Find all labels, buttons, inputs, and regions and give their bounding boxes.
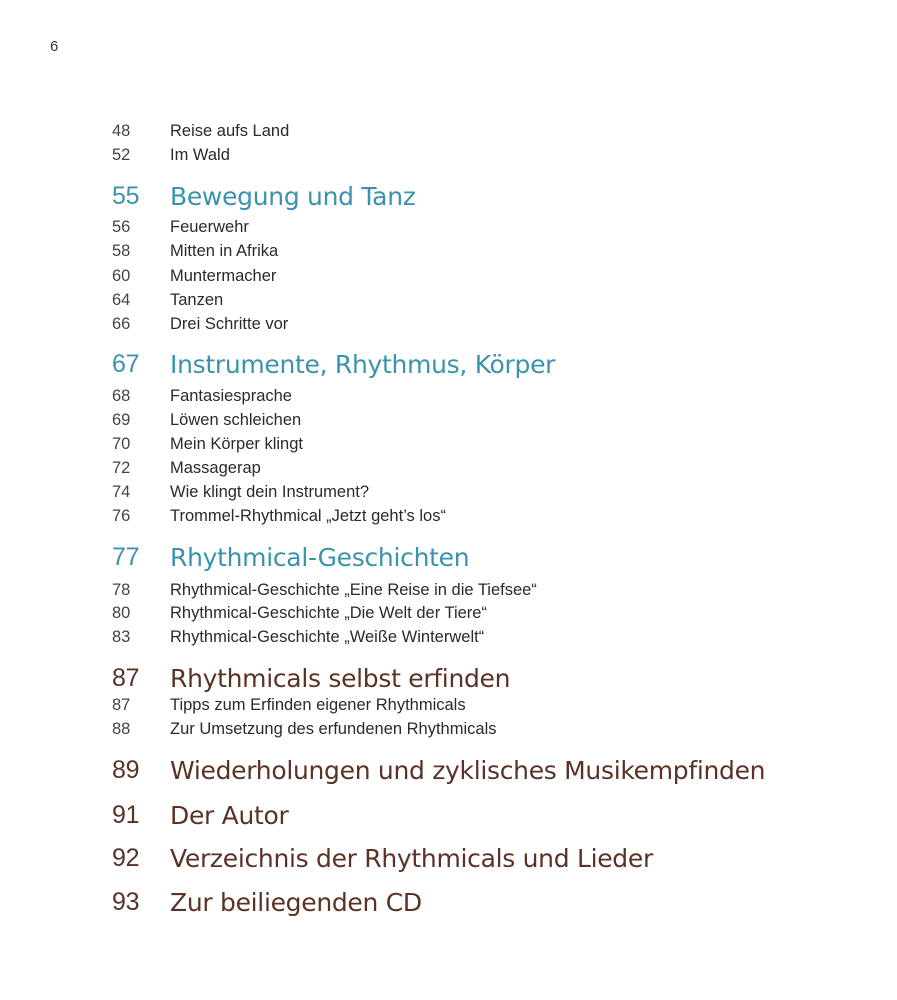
toc-title: Reise aufs Land — [170, 121, 290, 140]
toc-page-number: 68 — [112, 386, 131, 405]
toc-title: Instrumente, Rhythmus, Körper — [170, 349, 556, 379]
toc-title: Rhythmical-Geschichte „Weiße Winterwelt“ — [170, 627, 485, 646]
toc-title: Mitten in Afrika — [170, 241, 279, 260]
toc-page-number: 93 — [112, 887, 140, 916]
toc-page-number: 64 — [112, 290, 131, 309]
toc-entry — [0, 216, 897, 238]
toc-title: Feuerwehr — [170, 217, 249, 236]
toc-entry — [0, 265, 897, 287]
toc-page-number: 72 — [112, 458, 131, 477]
toc-entry — [0, 481, 897, 503]
toc-page-number: 69 — [112, 410, 131, 429]
toc-page-number: 80 — [112, 603, 131, 622]
toc-page-number: 76 — [112, 506, 131, 525]
toc-entry — [0, 409, 897, 431]
toc-entry — [0, 313, 897, 335]
toc-title: Rhythmical-Geschichte „Die Welt der Tiere“ — [170, 603, 487, 622]
toc-title: Im Wald — [170, 145, 230, 164]
toc-title: Verzeichnis der Rhythmicals und Lieder — [170, 843, 653, 873]
toc-page-number: 70 — [112, 434, 131, 453]
toc-section-heading — [0, 180, 897, 212]
toc-title: Zur beiliegenden CD — [170, 887, 422, 917]
toc-entry — [0, 457, 897, 479]
toc-page-number: 74 — [112, 482, 131, 501]
toc-entry — [0, 505, 897, 527]
toc-page-number: 83 — [112, 627, 131, 646]
toc-section-heading — [0, 754, 897, 786]
toc-page-number: 78 — [112, 580, 131, 599]
toc-page-number: 89 — [112, 755, 140, 784]
page-number: 6 — [50, 38, 59, 55]
toc-title: Wiederholungen und zyklisches Musikempfinden — [170, 755, 766, 785]
toc-title: Rhythmical-Geschichten — [170, 542, 470, 572]
toc-section-heading — [0, 886, 897, 918]
toc-title: Zur Umsetzung des erfundenen Rhythmicals — [170, 719, 497, 738]
toc-entry — [0, 579, 897, 601]
toc-page-number: 91 — [112, 800, 140, 829]
toc-entry — [0, 120, 897, 142]
toc-title: Fantasiesprache — [170, 386, 292, 405]
toc-page-number: 66 — [112, 314, 131, 333]
toc-entry — [0, 694, 897, 716]
toc-page-number: 67 — [112, 349, 140, 378]
toc-title: Rhythmical-Geschichte „Eine Reise in die Tiefsee“ — [170, 580, 537, 599]
toc-title: Rhythmicals selbst erfinden — [170, 663, 511, 693]
toc-title: Drei Schritte vor — [170, 314, 289, 333]
toc-title: Tanzen — [170, 290, 224, 309]
toc-entry — [0, 385, 897, 407]
toc-entry — [0, 289, 897, 311]
toc-title: Wie klingt dein Instrument? — [170, 482, 370, 501]
toc-title: Massagerap — [170, 458, 261, 477]
toc-page-number: 58 — [112, 241, 131, 260]
toc-page-number: 77 — [112, 542, 140, 571]
toc-page-number: 55 — [112, 181, 140, 210]
toc-page-number: 56 — [112, 217, 131, 236]
toc-section-heading — [0, 662, 897, 694]
toc-entry — [0, 602, 897, 624]
toc-page-number: 87 — [112, 663, 140, 692]
toc-title: Muntermacher — [170, 266, 277, 285]
toc-title: Trommel-Rhythmical „Jetzt geht’s los“ — [170, 506, 446, 525]
toc-section-heading — [0, 348, 897, 380]
toc-section-heading — [0, 799, 897, 831]
toc-page-number: 48 — [112, 121, 131, 140]
toc-title: Mein Körper klingt — [170, 434, 303, 453]
toc-page-number: 60 — [112, 266, 131, 285]
toc-page-number: 52 — [112, 145, 131, 164]
toc-title: Tipps zum Erfinden eigener Rhythmicals — [170, 695, 466, 714]
toc-title: Löwen schleichen — [170, 410, 302, 429]
toc-entry — [0, 626, 897, 648]
toc-section-heading — [0, 541, 897, 573]
toc-title: Bewegung und Tanz — [170, 181, 416, 211]
toc-entry — [0, 433, 897, 455]
toc-entry — [0, 718, 897, 740]
toc-entry — [0, 240, 897, 262]
toc-page-number: 88 — [112, 719, 131, 738]
toc-entry — [0, 144, 897, 166]
toc-page-number: 87 — [112, 695, 131, 714]
toc-section-heading — [0, 842, 897, 874]
toc-page-number: 92 — [112, 843, 140, 872]
toc-title: Der Autor — [170, 800, 289, 830]
